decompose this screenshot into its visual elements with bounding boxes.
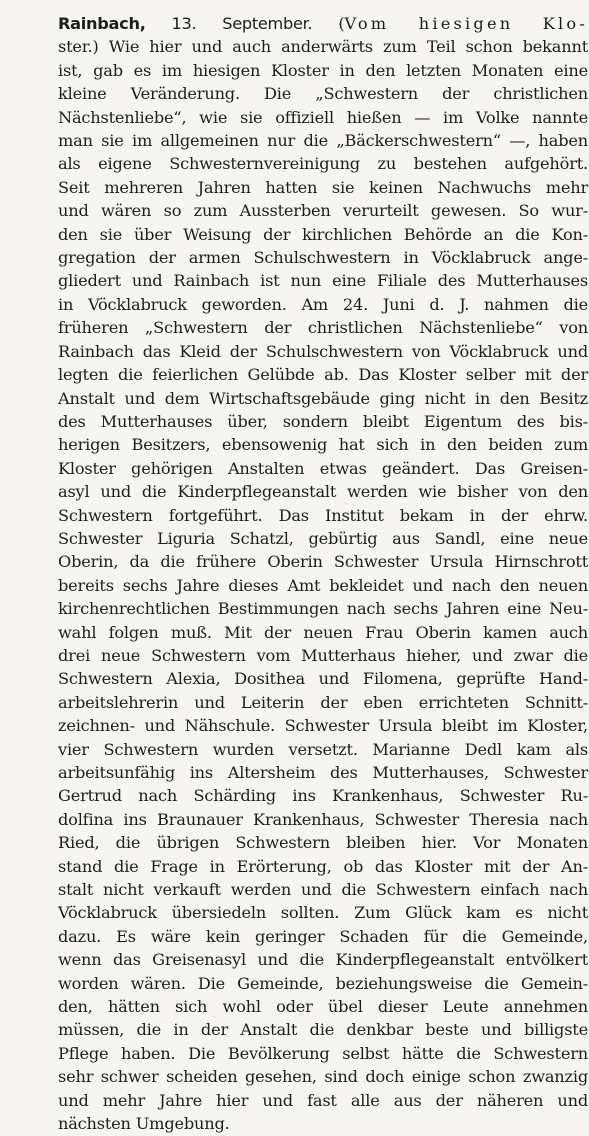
text-line: kleine Veränderung. Die „Schwestern der christlichen: [58, 84, 588, 104]
text-line: Schwestern Alexia, Dosithea und Filomena, geprüfte Hand-: [58, 669, 588, 689]
text-line: worden wären. Die Gemeinde, beziehungsweise die Gemein-: [58, 973, 588, 993]
text-line: müssen, die in der Anstalt die denkbar beste und billigste: [58, 1020, 588, 1040]
text-line: arbeitslehrerin und Leiterin der eben errichteten Schnitt-: [58, 692, 588, 712]
newspaper-clipping: [58, 12, 588, 1134]
text-line: Schwester Liguria Schatzl, gebürtig aus Sandl, eine neue: [58, 528, 588, 548]
text-line: arbeitsunfähig ins Altersheim des Mutterhauses, Schwester: [58, 763, 588, 782]
text-line: in Vöcklabruck geworden. Am 24. Juni d. J. nahmen die: [58, 294, 588, 314]
text-line: sehr schwer scheiden gesehen, sind doch einige schon zwanzig: [58, 1067, 588, 1087]
text-line: und mehr Jahre hier und fast alle aus der näheren und: [58, 1090, 588, 1110]
text-line: dazu. Es wäre kein geringer Schaden für die Gemeinde,: [58, 926, 588, 946]
source-open-paren: (: [338, 14, 345, 33]
text-line: herigen Besitzers, ebensowenig hat sich in den beiden zum: [58, 435, 588, 455]
article-source: Vom hiesigen Klo-: [344, 14, 588, 33]
article-first-line: [58, 12, 588, 35]
text-line: Rainbach das Kleid der Schulschwestern von Vöcklabruck und: [58, 341, 588, 361]
text-line: als eigene Schwesternvereinigung zu bestehen aufgehört.: [58, 154, 588, 174]
text-line: den sie über Weisung der kirchlichen Behörde an die Kon-: [58, 224, 588, 244]
text-line: wahl folgen muß. Mit der neuen Frau Oberin kamen auch: [58, 622, 588, 642]
text-line: gregation der armen Schulschwestern in Vöcklabruck ange-: [58, 248, 588, 268]
text-line: zeichnen- und Nähschule. Schwester Ursula bleibt im Kloster,: [58, 716, 588, 736]
text-line: Pflege haben. Die Bevölkerung selbst hätte die Schwestern: [58, 1043, 588, 1063]
text-line: früheren „Schwestern der christlichen Nächstenliebe“ von: [58, 318, 588, 338]
text-line: Anstalt und dem Wirtschaftsgebäude ging nicht in den Besitz: [58, 388, 588, 408]
text-line: drei neue Schwestern vom Mutterhaus hieher, und zwar die: [58, 645, 588, 665]
text-line: stalt nicht verkauft werden und die Schwestern einfach nach: [58, 880, 588, 900]
text-line: Nächstenliebe“, wie sie offiziell hießen — im Volke nannte: [58, 107, 588, 127]
text-line: vier Schwestern wurden versetzt. Marianne Dedl kam als: [58, 739, 588, 759]
text-line: bereits sechs Jahre dieses Amt bekleidet und nach den neuen: [58, 575, 588, 595]
text-line: und wären so zum Aussterben verurteilt gewesen. So wur-: [58, 201, 588, 221]
text-line: legten die feierlichen Gelübde ab. Das Kloster selber mit der: [58, 365, 588, 385]
text-line: stand die Frage in Erörterung, ob das Kloster mit der An-: [58, 856, 588, 876]
text-line: Gertrud nach Schärding ins Krankenhaus, Schwester Ru-: [58, 786, 588, 806]
text-line: den, hätten sich wohl oder übel dieser Leute annehmen: [58, 997, 588, 1017]
text-line: gliedert und Rainbach ist nun eine Filiale des Mutterhauses: [58, 271, 588, 291]
article-place: Rainbach,: [58, 14, 146, 33]
text-line: des Mutterhauses über, sondern bleibt Eigentum des bis-: [58, 411, 588, 431]
article-date: 13. September.: [171, 14, 313, 33]
text-line: asyl und die Kinderpflegeanstalt werden wie bisher von den: [58, 482, 588, 502]
text-line: kirchenrechtlichen Bestimmungen nach sechs Jahren eine Neu-: [58, 599, 588, 619]
text-line: Oberin, da die frühere Oberin Schwester Ursula Hirnschrott: [58, 552, 588, 572]
text-line: wenn das Greisenasyl und die Kinderpflegeanstalt entvölkert: [58, 950, 588, 970]
text-line: Kloster gehörigen Anstalten etwas geändert. Das Greisen-: [58, 458, 588, 478]
text-line: dolfina ins Braunauer Krankenhaus, Schwester Theresia nach: [58, 809, 588, 829]
text-line: Schwestern fortgeführt. Das Institut bekam in der ehrw.: [58, 505, 588, 525]
text-line: ster.) Wie hier und auch anderwärts zum Teil schon bekannt: [58, 37, 588, 57]
article-body: [58, 35, 588, 1135]
article-text: [58, 12, 588, 1136]
text-line: Ried, die übrigen Schwestern bleiben hier. Vor Monaten: [58, 833, 588, 853]
text-line: man sie im allgemeinen nur die „Bäckerschwestern“ —, haben: [58, 131, 588, 151]
text-line: ist, gab es im hiesigen Kloster in den letzten Monaten eine: [58, 60, 588, 80]
text-line: Seit mehreren Jahren hatten sie keinen Nachwuchs mehr: [58, 177, 588, 197]
text-line: nächsten Umgebung.: [58, 1114, 230, 1134]
text-line: Vöcklabruck übersiedeln sollten. Zum Glück kam es nicht: [58, 903, 588, 923]
